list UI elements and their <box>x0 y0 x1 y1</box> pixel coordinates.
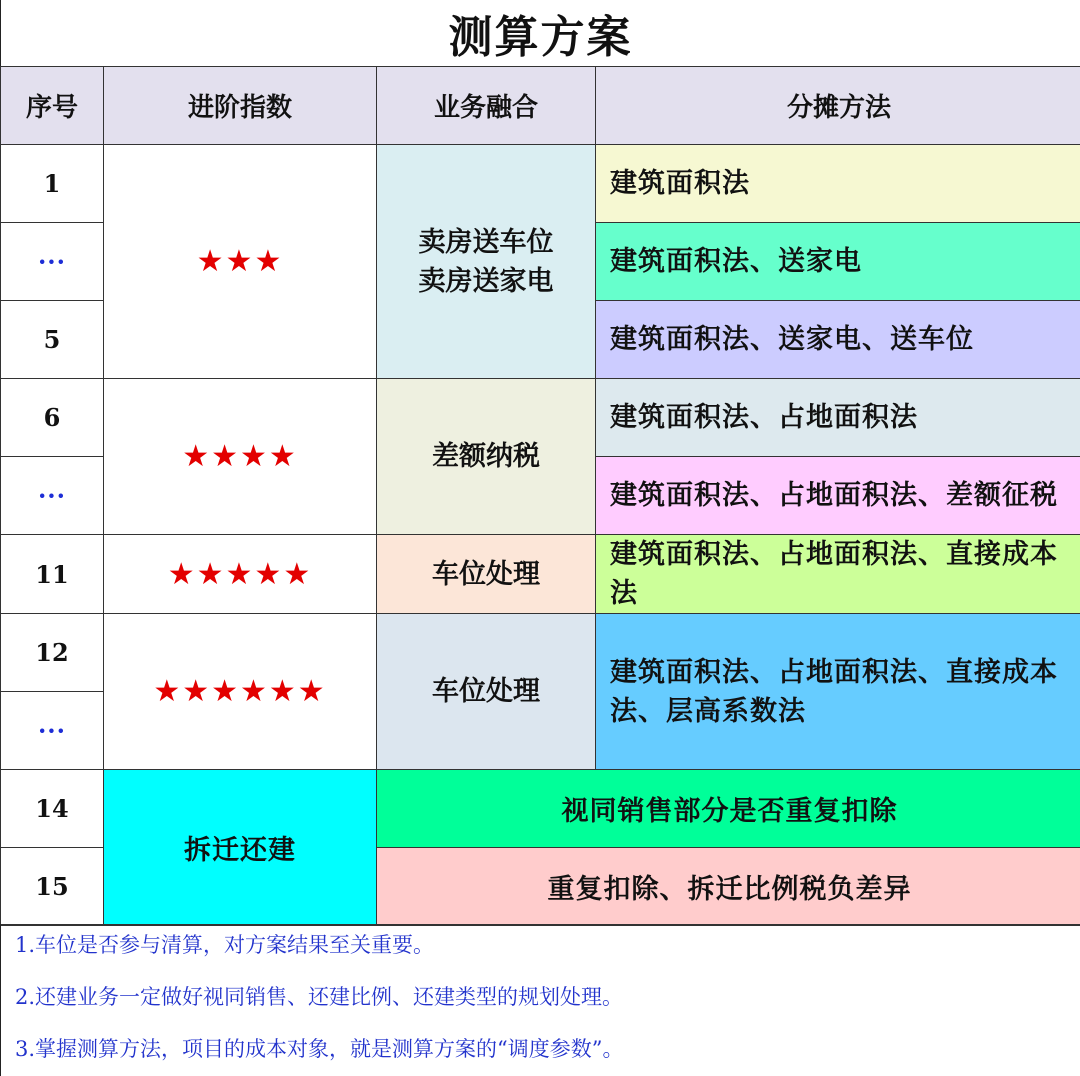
row-index: 15 <box>1 848 104 926</box>
level-stars-6: ★★★★★★ <box>104 614 377 770</box>
business-line: 卖房送家电 <box>418 265 554 297</box>
table-row <box>1 614 1080 692</box>
level-stars-4: ★★★★ <box>104 379 377 535</box>
method-cell-wide: 视同销售部分是否重复扣除 <box>377 770 1080 848</box>
header-business: 业务融合 <box>377 67 596 145</box>
table-row <box>1 379 1080 457</box>
table-row <box>1 770 1080 848</box>
row-index-ellipsis: ··· <box>1 692 104 770</box>
row-index: 6 <box>1 379 104 457</box>
header-index: 序号 <box>1 67 104 145</box>
table-row <box>1 145 1080 223</box>
note-2: 2.还建业务一定做好视同销售、还建比例、还建类型的规划处理。 <box>15 985 624 1009</box>
row-index: 5 <box>1 301 104 379</box>
row-index: 11 <box>1 535 104 614</box>
business-cell: 车位处理 <box>377 535 596 614</box>
business-cell: 车位处理 <box>377 614 596 770</box>
level-demolition: 拆迁还建 <box>104 770 377 926</box>
page-title: 测算方案 <box>0 0 1080 66</box>
method-cell: 建筑面积法、占地面积法、直接成本法、层高系数法 <box>596 614 1080 770</box>
business-cell <box>377 145 596 379</box>
notes-section <box>0 924 1080 1076</box>
method-cell: 建筑面积法、送家电 <box>596 223 1080 301</box>
method-cell: 建筑面积法 <box>596 145 1080 223</box>
row-index-ellipsis: ··· <box>1 457 104 535</box>
business-cell: 差额纳税 <box>377 379 596 535</box>
scheme-table <box>0 66 1080 926</box>
table-row <box>1 535 1080 614</box>
row-index-ellipsis: ··· <box>1 223 104 301</box>
note-3: 3.掌握测算方法，项目的成本对象，就是测算方案的“调度参数”。 <box>15 1037 624 1061</box>
level-stars-5: ★★★★★ <box>104 535 377 614</box>
business-line: 卖房送车位 <box>418 226 554 258</box>
method-cell: 建筑面积法、占地面积法、直接成本法 <box>596 535 1080 614</box>
method-cell: 建筑面积法、占地面积法、差额征税 <box>596 457 1080 535</box>
level-stars-3: ★★★ <box>104 145 377 379</box>
method-cell: 建筑面积法、送家电、送车位 <box>596 301 1080 379</box>
method-cell: 建筑面积法、占地面积法 <box>596 379 1080 457</box>
table-header-row <box>1 67 1080 145</box>
row-index: 14 <box>1 770 104 848</box>
row-index: 12 <box>1 614 104 692</box>
note-1: 1.车位是否参与清算，对方案结果至关重要。 <box>15 933 435 957</box>
header-level: 进阶指数 <box>104 67 377 145</box>
method-cell-wide: 重复扣除、拆迁比例税负差异 <box>377 848 1080 926</box>
row-index: 1 <box>1 145 104 223</box>
header-method: 分摊方法 <box>596 67 1080 145</box>
